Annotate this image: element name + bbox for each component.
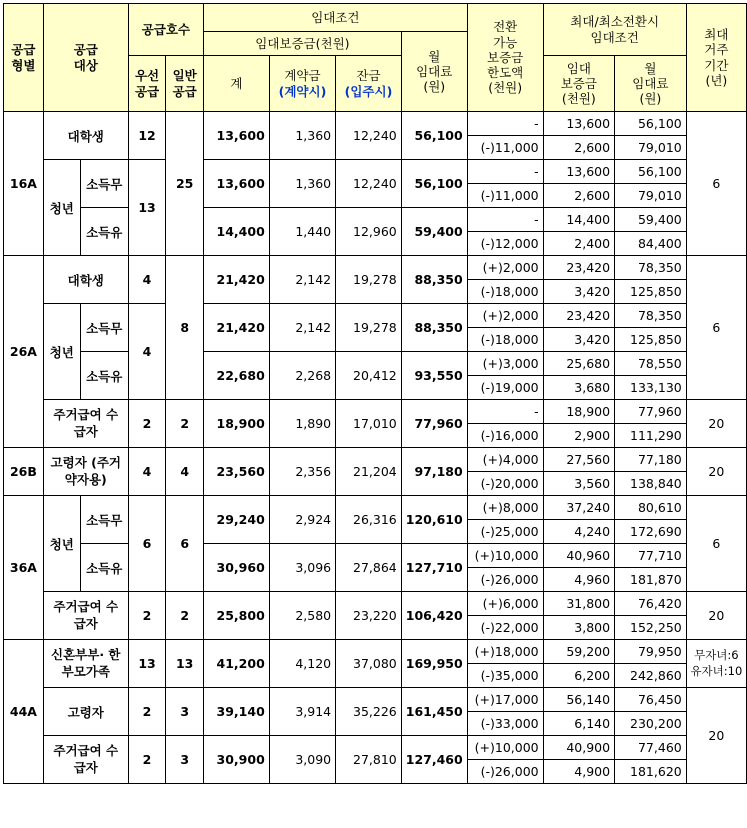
deposit-balance-cell: 23,220 (336, 592, 402, 640)
conv-deposit-cell: 4,960 (543, 568, 614, 592)
conv-deposit-cell: 3,800 (543, 616, 614, 640)
table-row (4, 400, 747, 424)
deposit-contract-cell: 3,096 (269, 544, 335, 592)
header-row-1 (4, 4, 747, 32)
conv-limit-cell: (-)19,000 (467, 376, 543, 400)
table-row (4, 544, 747, 568)
units-priority-cell: 6 (128, 496, 166, 592)
deposit-total-cell: 18,900 (204, 400, 270, 448)
table-row (4, 592, 747, 616)
units-general-cell: 25 (166, 112, 204, 256)
header-deposit-contract (269, 56, 335, 112)
deposit-contract-cell: 2,142 (269, 256, 335, 304)
target-cell: 주거급여 수급자 (43, 592, 128, 640)
conv-monthly-cell: 76,420 (615, 592, 687, 616)
conv-monthly-cell: 78,550 (615, 352, 687, 376)
units-priority-cell: 4 (128, 256, 166, 304)
header-conv-deposit: 임대 보증금 (천원) (543, 56, 614, 112)
units-priority-cell: 12 (128, 112, 166, 160)
max-years-cell: 6 (686, 496, 746, 592)
conv-monthly-cell: 152,250 (615, 616, 687, 640)
units-general-cell: 13 (166, 640, 204, 688)
units-priority-cell: 2 (128, 688, 166, 736)
deposit-contract-cell: 3,090 (269, 736, 335, 784)
conv-limit-cell: (-)26,000 (467, 568, 543, 592)
type-cell: 36A (4, 496, 44, 640)
monthly-rent-cell: 88,350 (401, 256, 467, 304)
monthly-rent-cell: 127,710 (401, 544, 467, 592)
header-convertible: 전환 가능 보증금 한도액 (천원) (467, 4, 543, 112)
table-row (4, 688, 747, 712)
conv-limit-cell: (-)33,000 (467, 712, 543, 736)
deposit-balance-cell: 35,226 (336, 688, 402, 736)
conv-limit-cell: (+)4,000 (467, 448, 543, 472)
units-general-cell: 4 (166, 448, 204, 496)
table-row (4, 304, 747, 328)
type-cell: 16A (4, 112, 44, 256)
conv-monthly-cell: 172,690 (615, 520, 687, 544)
deposit-balance-cell: 12,240 (336, 160, 402, 208)
conv-monthly-cell: 230,200 (615, 712, 687, 736)
type-cell: 26A (4, 256, 44, 448)
conv-monthly-cell: 181,870 (615, 568, 687, 592)
conv-deposit-cell: 13,600 (543, 112, 614, 136)
conv-limit-cell: (+)10,000 (467, 736, 543, 760)
target-cell: 주거급여 수급자 (43, 400, 128, 448)
conv-deposit-cell: 23,420 (543, 304, 614, 328)
deposit-contract-cell: 1,440 (269, 208, 335, 256)
conv-deposit-cell: 6,200 (543, 664, 614, 688)
table-row (4, 352, 747, 376)
deposit-balance-cell: 26,316 (336, 496, 402, 544)
conv-deposit-cell: 40,960 (543, 544, 614, 568)
monthly-rent-cell: 88,350 (401, 304, 467, 352)
conv-monthly-cell: 79,950 (615, 640, 687, 664)
conv-deposit-cell: 31,800 (543, 592, 614, 616)
monthly-rent-cell: 97,180 (401, 448, 467, 496)
monthly-rent-cell: 77,960 (401, 400, 467, 448)
deposit-total-cell: 29,240 (204, 496, 270, 544)
max-years-cell: 6 (686, 256, 746, 400)
conv-deposit-cell: 2,900 (543, 424, 614, 448)
conv-monthly-cell: 59,400 (615, 208, 687, 232)
units-general-cell: 2 (166, 400, 204, 448)
deposit-contract-cell: 2,268 (269, 352, 335, 400)
table-row (4, 496, 747, 520)
units-priority-cell: 4 (128, 304, 166, 400)
header-deposit-balance-note: (입주시) (344, 83, 393, 99)
conv-monthly-cell: 77,710 (615, 544, 687, 568)
conv-deposit-cell: 56,140 (543, 688, 614, 712)
conv-monthly-cell: 77,180 (615, 448, 687, 472)
conv-monthly-cell: 56,100 (615, 112, 687, 136)
conv-monthly-cell: 79,010 (615, 184, 687, 208)
subtarget-cell: 소득유 (80, 208, 128, 256)
header-deposit-total: 계 (204, 56, 270, 112)
header-monthly-rent: 월 임대료 (원) (401, 32, 467, 112)
header-conv-monthly: 월 임대료 (원) (615, 56, 687, 112)
conv-monthly-cell: 78,350 (615, 304, 687, 328)
monthly-rent-cell: 120,610 (401, 496, 467, 544)
conv-deposit-cell: 3,680 (543, 376, 614, 400)
table-row (4, 256, 747, 280)
table-row (4, 448, 747, 472)
units-general-cell: 2 (166, 592, 204, 640)
deposit-total-cell: 21,420 (204, 304, 270, 352)
deposit-total-cell: 25,800 (204, 592, 270, 640)
deposit-contract-cell: 4,120 (269, 640, 335, 688)
conv-limit-cell: (-)11,000 (467, 136, 543, 160)
conv-limit-cell: (-)12,000 (467, 232, 543, 256)
header-deposit-group: 임대보증금(천원) (204, 32, 402, 56)
target-cell: 고령자 (43, 688, 128, 736)
header-units-priority: 우선 공급 (128, 56, 166, 112)
conv-monthly-cell: 77,460 (615, 736, 687, 760)
units-priority-cell: 2 (128, 400, 166, 448)
conv-limit-cell: - (467, 112, 543, 136)
deposit-total-cell: 22,680 (204, 352, 270, 400)
units-general-cell: 3 (166, 688, 204, 736)
table-row (4, 160, 747, 184)
header-type: 공급 형별 (4, 4, 44, 112)
header-units: 공급호수 (128, 4, 203, 56)
monthly-rent-cell: 59,400 (401, 208, 467, 256)
header-units-general: 일반 공급 (166, 56, 204, 112)
conv-deposit-cell: 4,240 (543, 520, 614, 544)
type-cell: 26B (4, 448, 44, 496)
conv-limit-cell: (+)18,000 (467, 640, 543, 664)
conv-deposit-cell: 2,600 (543, 184, 614, 208)
monthly-rent-cell: 93,550 (401, 352, 467, 400)
conv-limit-cell: (-)35,000 (467, 664, 543, 688)
conv-deposit-cell: 18,900 (543, 400, 614, 424)
units-general-cell: 8 (166, 256, 204, 400)
table-row (4, 112, 747, 136)
conv-limit-cell: (+)6,000 (467, 592, 543, 616)
conv-deposit-cell: 27,560 (543, 448, 614, 472)
deposit-total-cell: 30,900 (204, 736, 270, 784)
header-max-min: 최대/최소전환시 임대조건 (543, 4, 686, 56)
conv-limit-cell: (-)20,000 (467, 472, 543, 496)
conv-deposit-cell: 25,680 (543, 352, 614, 376)
conv-monthly-cell: 133,130 (615, 376, 687, 400)
header-deposit-contract-note: (계약시) (278, 83, 327, 99)
conv-limit-cell: (-)18,000 (467, 280, 543, 304)
deposit-total-cell: 14,400 (204, 208, 270, 256)
subtarget-cell: 소득유 (80, 544, 128, 592)
header-deposit-balance-label: 잔금 (356, 68, 381, 84)
table-row (4, 640, 747, 664)
conv-deposit-cell: 2,400 (543, 232, 614, 256)
rent-conditions-table (3, 3, 747, 784)
deposit-balance-cell: 27,810 (336, 736, 402, 784)
monthly-rent-cell: 161,450 (401, 688, 467, 736)
deposit-total-cell: 23,560 (204, 448, 270, 496)
deposit-balance-cell: 21,204 (336, 448, 402, 496)
deposit-total-cell: 39,140 (204, 688, 270, 736)
conv-limit-cell: - (467, 208, 543, 232)
conv-limit-cell: (-)11,000 (467, 184, 543, 208)
deposit-contract-cell: 2,356 (269, 448, 335, 496)
header-rent-conditions: 임대조건 (204, 4, 468, 32)
conv-monthly-cell: 79,010 (615, 136, 687, 160)
conv-monthly-cell: 80,610 (615, 496, 687, 520)
conv-limit-cell: (+)2,000 (467, 304, 543, 328)
conv-monthly-cell: 77,960 (615, 400, 687, 424)
conv-limit-cell: - (467, 400, 543, 424)
monthly-rent-cell: 169,950 (401, 640, 467, 688)
conv-limit-cell: (-)22,000 (467, 616, 543, 640)
subtarget-cell: 소득무 (80, 304, 128, 352)
header-target: 공급 대상 (43, 4, 128, 112)
target-cell: 대학생 (43, 256, 128, 304)
conv-limit-cell: (+)10,000 (467, 544, 543, 568)
deposit-balance-cell: 37,080 (336, 640, 402, 688)
deposit-contract-cell: 2,142 (269, 304, 335, 352)
units-priority-cell: 4 (128, 448, 166, 496)
units-general-cell: 6 (166, 496, 204, 592)
deposit-contract-cell: 1,360 (269, 160, 335, 208)
conv-deposit-cell: 13,600 (543, 160, 614, 184)
target-cell: 청년 (43, 160, 80, 256)
conv-limit-cell: - (467, 160, 543, 184)
deposit-contract-cell: 3,914 (269, 688, 335, 736)
header-deposit-contract-label: 계약금 (284, 68, 321, 84)
conv-monthly-cell: 125,850 (615, 328, 687, 352)
conv-deposit-cell: 2,600 (543, 136, 614, 160)
conv-deposit-cell: 14,400 (543, 208, 614, 232)
units-priority-cell: 13 (128, 640, 166, 688)
max-years-cell: 20 (686, 592, 746, 640)
deposit-total-cell: 21,420 (204, 256, 270, 304)
subtarget-cell: 소득무 (80, 160, 128, 208)
conv-limit-cell: (-)16,000 (467, 424, 543, 448)
target-cell: 주거급여 수급자 (43, 736, 128, 784)
conv-monthly-cell: 76,450 (615, 688, 687, 712)
conv-limit-cell: (+)3,000 (467, 352, 543, 376)
deposit-balance-cell: 17,010 (336, 400, 402, 448)
conv-deposit-cell: 6,140 (543, 712, 614, 736)
conv-deposit-cell: 40,900 (543, 736, 614, 760)
conv-deposit-cell: 3,420 (543, 328, 614, 352)
conv-monthly-cell: 111,290 (615, 424, 687, 448)
conv-deposit-cell: 3,560 (543, 472, 614, 496)
deposit-contract-cell: 2,924 (269, 496, 335, 544)
conv-limit-cell: (-)26,000 (467, 760, 543, 784)
header-max-residence: 최대 거주 기간 (년) (686, 4, 746, 112)
conv-limit-cell: (-)25,000 (467, 520, 543, 544)
conv-deposit-cell: 37,240 (543, 496, 614, 520)
type-cell: 44A (4, 640, 44, 784)
conv-limit-cell: (+)8,000 (467, 496, 543, 520)
deposit-contract-cell: 1,360 (269, 112, 335, 160)
table-row (4, 208, 747, 232)
deposit-total-cell: 13,600 (204, 160, 270, 208)
units-priority-cell: 2 (128, 736, 166, 784)
conv-monthly-cell: 242,860 (615, 664, 687, 688)
target-cell: 대학생 (43, 112, 128, 160)
max-years-cell: 20 (686, 448, 746, 496)
conv-monthly-cell: 125,850 (615, 280, 687, 304)
conv-monthly-cell: 181,620 (615, 760, 687, 784)
header-deposit-balance (336, 56, 402, 112)
monthly-rent-cell: 56,100 (401, 112, 467, 160)
deposit-balance-cell: 12,240 (336, 112, 402, 160)
max-years-cell: 6 (686, 112, 746, 256)
deposit-contract-cell: 1,890 (269, 400, 335, 448)
conv-deposit-cell: 23,420 (543, 256, 614, 280)
deposit-balance-cell: 20,412 (336, 352, 402, 400)
subtarget-cell: 소득무 (80, 496, 128, 544)
target-cell: 청년 (43, 304, 80, 400)
conv-monthly-cell: 56,100 (615, 160, 687, 184)
target-cell: 고령자 (주거약자용) (43, 448, 128, 496)
deposit-total-cell: 13,600 (204, 112, 270, 160)
max-years-cell: 20 (686, 688, 746, 784)
monthly-rent-cell: 56,100 (401, 160, 467, 208)
monthly-rent-cell: 127,460 (401, 736, 467, 784)
max-years-cell: 무자녀:6 유자녀:10 (686, 640, 746, 688)
units-priority-cell: 2 (128, 592, 166, 640)
conv-limit-cell: (+)17,000 (467, 688, 543, 712)
conv-limit-cell: (-)18,000 (467, 328, 543, 352)
conv-deposit-cell: 59,200 (543, 640, 614, 664)
subtarget-cell: 소득유 (80, 352, 128, 400)
conv-deposit-cell: 4,900 (543, 760, 614, 784)
target-cell: 신혼부부· 한부모가족 (43, 640, 128, 688)
rent-conditions-table-wrap (3, 3, 747, 784)
deposit-total-cell: 41,200 (204, 640, 270, 688)
conv-monthly-cell: 138,840 (615, 472, 687, 496)
deposit-balance-cell: 19,278 (336, 304, 402, 352)
units-general-cell: 3 (166, 736, 204, 784)
deposit-balance-cell: 12,960 (336, 208, 402, 256)
deposit-balance-cell: 19,278 (336, 256, 402, 304)
units-priority-cell: 13 (128, 160, 166, 256)
conv-limit-cell: (+)2,000 (467, 256, 543, 280)
max-years-cell: 20 (686, 400, 746, 448)
deposit-total-cell: 30,960 (204, 544, 270, 592)
conv-deposit-cell: 3,420 (543, 280, 614, 304)
conv-monthly-cell: 84,400 (615, 232, 687, 256)
deposit-balance-cell: 27,864 (336, 544, 402, 592)
deposit-contract-cell: 2,580 (269, 592, 335, 640)
monthly-rent-cell: 106,420 (401, 592, 467, 640)
table-row (4, 736, 747, 760)
target-cell: 청년 (43, 496, 80, 592)
conv-monthly-cell: 78,350 (615, 256, 687, 280)
